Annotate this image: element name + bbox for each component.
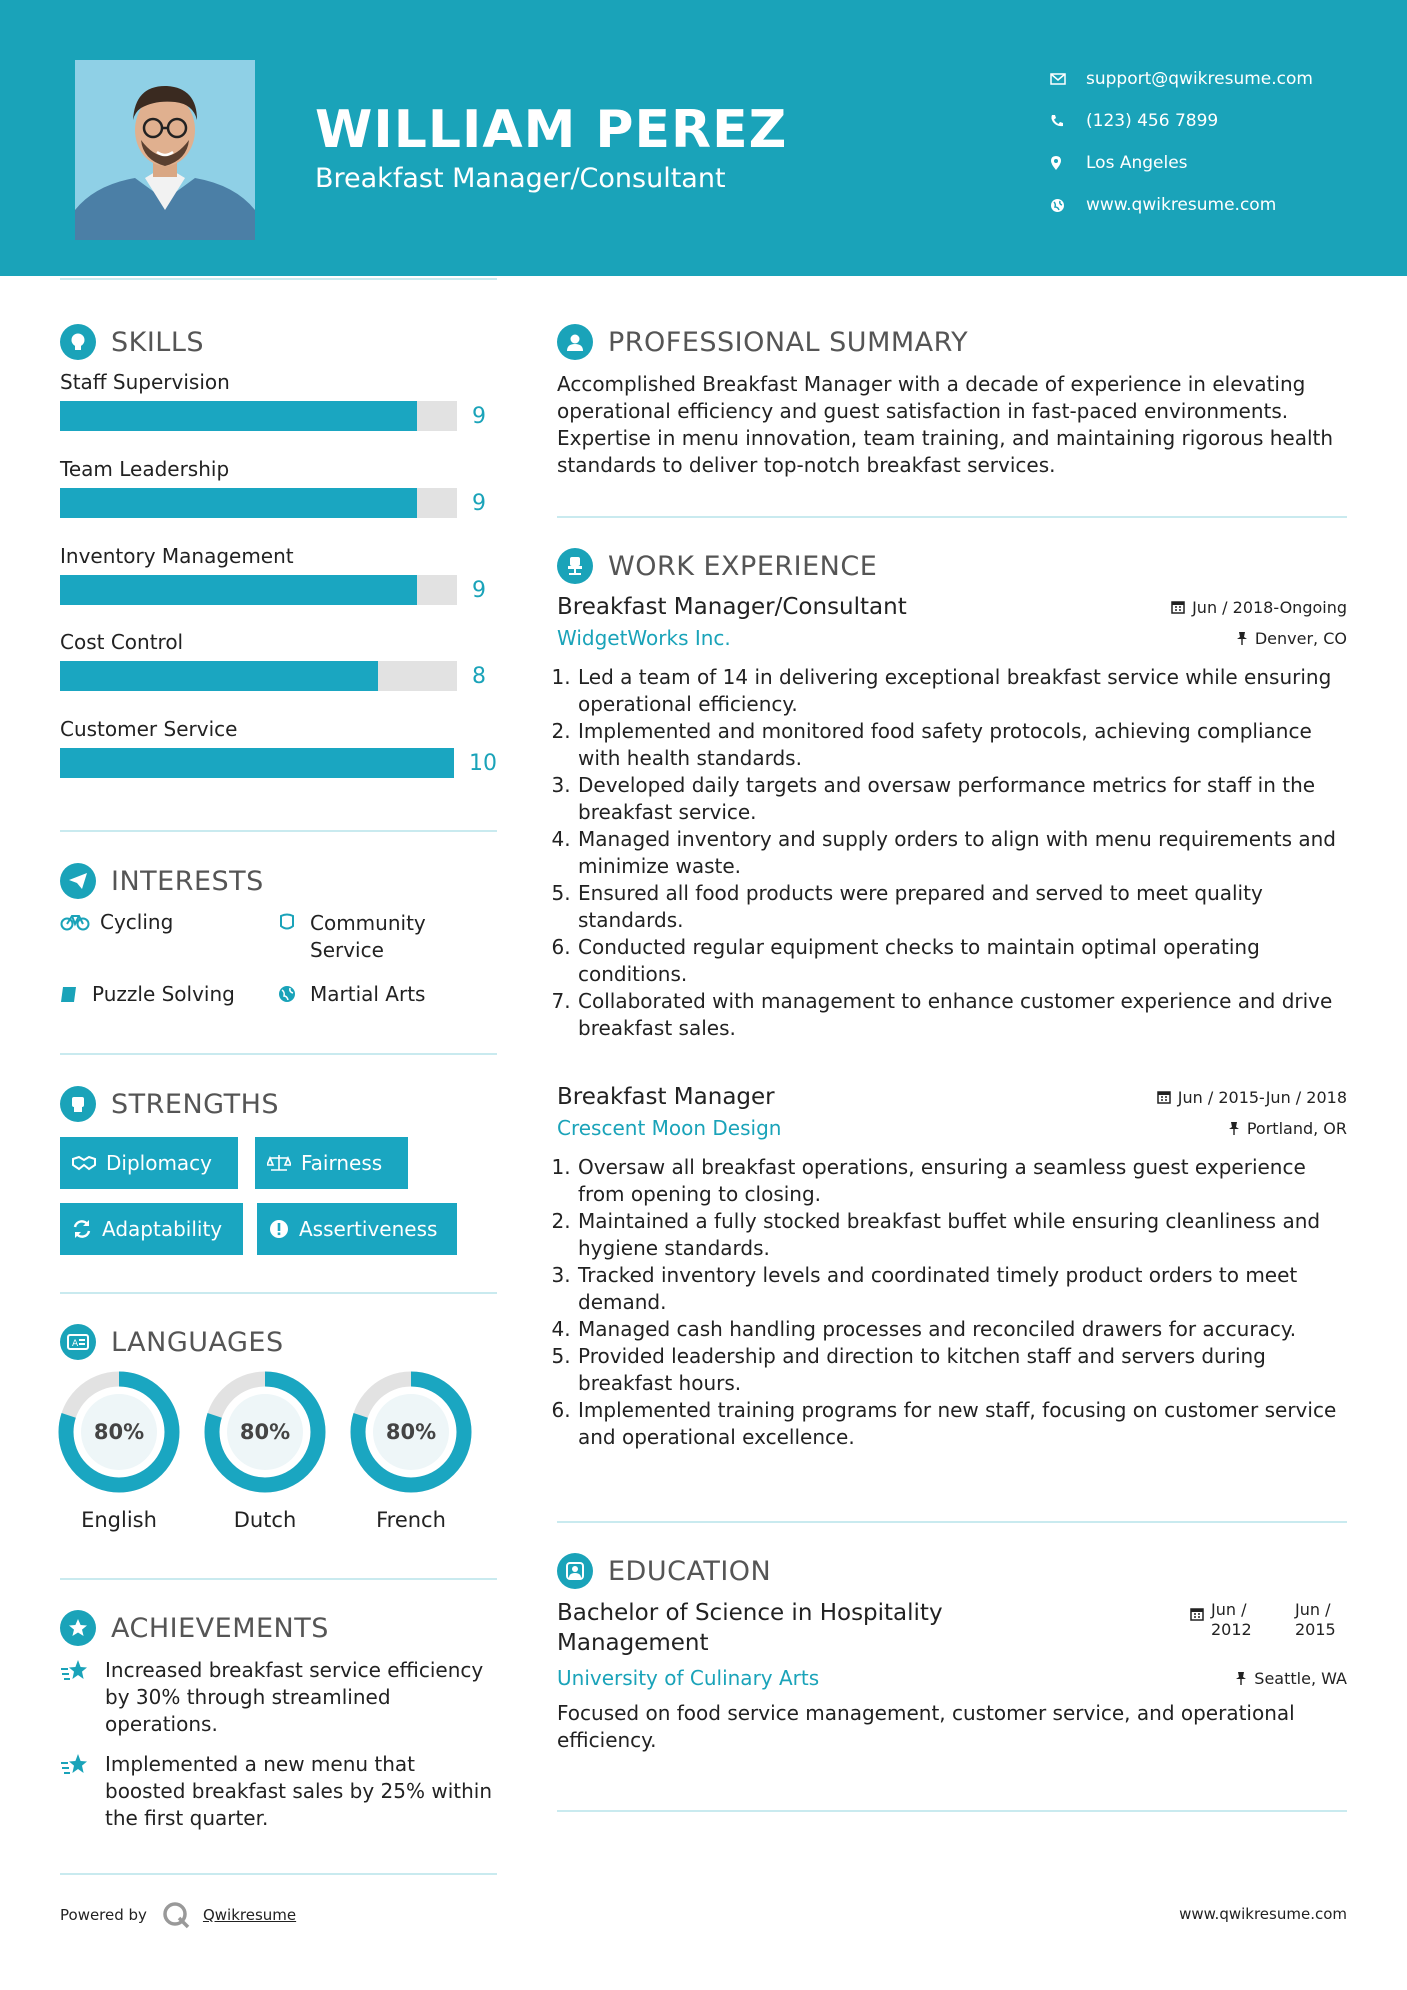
pushpin-icon xyxy=(1228,1121,1240,1135)
profile-photo xyxy=(75,60,255,240)
section-divider xyxy=(60,830,497,832)
skill-bar-fill xyxy=(60,748,454,778)
languages-heading xyxy=(60,1322,284,1362)
duty-item: 2. Maintained a fully stocked breakfast buffet while ensuring cleanliness and hygiene standards. xyxy=(577,1208,1347,1262)
duty-item: 6. Conducted regular equipment checks to maintain optimal operating conditions. xyxy=(577,934,1347,988)
education-date-start: Jun / 2012 xyxy=(1211,1600,1252,1639)
language-item xyxy=(203,1370,327,1532)
job-location-text: Denver, CO xyxy=(1254,628,1347,648)
language-name: Dutch xyxy=(233,1508,297,1532)
language-name: English xyxy=(81,1508,157,1532)
lightbulb-icon xyxy=(60,324,96,360)
languages-title: LANGUAGES xyxy=(111,1326,284,1358)
pushpin-icon xyxy=(1235,1671,1247,1685)
skill-name: Inventory Management xyxy=(60,544,294,568)
office-chair-icon xyxy=(557,548,593,584)
duty-item: 1. Led a team of 14 in delivering exceptional breakfast service while ensuring operational efficiency. xyxy=(577,664,1347,718)
skill-bar xyxy=(60,661,457,691)
duty-item: 5. Provided leadership and direction to kitchen staff and servers during breakfast hours. xyxy=(577,1343,1347,1397)
qwikresume-logo-icon xyxy=(161,1900,191,1930)
duty-item: 4. Managed cash handling processes and reconciled drawers for accuracy. xyxy=(577,1316,1347,1343)
duty-item: 6. Implemented training programs for new staff, focusing on customer service and operational excellence. xyxy=(577,1397,1347,1451)
duty-item: 7. Collaborated with management to enhance customer experience and drive breakfast sales. xyxy=(577,988,1347,1042)
duty-item: 2. Implemented and monitored food safety protocols, achieving compliance with health standards. xyxy=(577,718,1347,772)
skill-value: 8 xyxy=(472,663,486,689)
summary-heading xyxy=(557,322,968,362)
section-divider xyxy=(60,1053,497,1055)
skill-value: 9 xyxy=(472,577,486,603)
footer-website[interactable]: www.qwikresume.com xyxy=(1179,1905,1347,1923)
strengths-heading xyxy=(60,1084,279,1124)
strength-tag xyxy=(60,1203,243,1255)
calendar-icon xyxy=(1157,1090,1171,1104)
education-location xyxy=(1235,1669,1347,1688)
job-location-text: Portland, OR xyxy=(1246,1118,1347,1138)
skill-bar-fill xyxy=(60,575,417,605)
skill-name: Cost Control xyxy=(60,630,184,654)
user-icon xyxy=(557,324,593,360)
achievements-heading xyxy=(60,1608,329,1648)
duty-item: 3. Developed daily targets and oversaw performance metrics for staff in the breakfast service. xyxy=(577,772,1347,826)
degree-name: Bachelor of Science in Hospitality Management xyxy=(557,1600,943,1656)
language-item xyxy=(57,1370,181,1532)
candidate-role: Breakfast Manager/Consultant xyxy=(315,163,726,194)
achievement-text: Implemented a new menu that boosted breakfast sales by 25% within the first quarter. xyxy=(105,1752,493,1830)
skill-value: 10 xyxy=(469,750,497,776)
summary-title: PROFESSIONAL SUMMARY xyxy=(608,326,969,358)
skill-bar xyxy=(60,575,457,605)
interest-item xyxy=(278,910,478,964)
skill-value: 9 xyxy=(472,403,486,429)
job-duties xyxy=(557,1154,1347,1451)
skill-item xyxy=(60,457,497,544)
fist-icon xyxy=(60,1086,96,1122)
section-divider xyxy=(60,1873,497,1875)
company-name: WidgetWorks Inc. xyxy=(557,626,731,650)
job-duties xyxy=(557,664,1347,1042)
language-percent: 80% xyxy=(93,1420,145,1444)
footer-brand xyxy=(60,1900,296,1930)
achievements-title: ACHIEVEMENTS xyxy=(111,1612,329,1644)
interest-label: Cycling xyxy=(100,910,174,934)
language-percent: 80% xyxy=(385,1420,437,1444)
interest-item xyxy=(60,982,235,1006)
skill-value: 9 xyxy=(472,490,486,516)
job-location xyxy=(1228,1119,1347,1138)
language-gauge xyxy=(203,1370,327,1494)
education-description: Focused on food service management, customer service, and operational efficiency. xyxy=(557,1701,1295,1752)
skill-bar xyxy=(60,488,457,518)
achievement-item xyxy=(60,1657,497,1738)
contact-website-text: www.qwikresume.com xyxy=(1086,195,1277,215)
interest-item xyxy=(60,910,173,934)
hand-icon xyxy=(278,910,300,933)
skill-item xyxy=(60,544,497,630)
section-divider xyxy=(60,1578,497,1580)
contact-list xyxy=(1050,58,1380,226)
powered-by-text: Powered by xyxy=(60,1906,147,1924)
contact-email[interactable] xyxy=(1050,58,1380,100)
job-dates xyxy=(1157,1088,1347,1107)
phone-icon xyxy=(1050,114,1086,128)
contact-email-text: support@qwikresume.com xyxy=(1086,69,1313,89)
education-title: EDUCATION xyxy=(608,1555,772,1587)
strength-tag xyxy=(257,1203,457,1255)
skill-name: Customer Service xyxy=(60,717,238,741)
balance-scale-icon xyxy=(267,1154,291,1172)
interest-label: Puzzle Solving xyxy=(92,982,235,1006)
strength-tag xyxy=(60,1137,238,1189)
education-date-end: Jun / 2015 xyxy=(1295,1600,1336,1639)
calendar-icon xyxy=(1190,1607,1204,1621)
globe-icon xyxy=(278,982,300,1003)
paper-plane-icon xyxy=(60,863,96,899)
summary-text: Accomplished Breakfast Manager with a decade of experience in elevating operational efficiency and guest satisfaction in fast-paced environments. Expertise in menu innovation, team training, and maintaining rigorous health standards to deliver top-notch breakfast services. xyxy=(557,372,1334,477)
achievement-item xyxy=(60,1751,497,1832)
contact-phone-text: (123) 456 7899 xyxy=(1086,111,1219,131)
duty-item: 5. Ensured all food products were prepared and served to meet quality standards. xyxy=(577,880,1347,934)
location-icon xyxy=(1050,155,1086,171)
refresh-icon xyxy=(72,1219,92,1239)
language-gauge xyxy=(349,1370,473,1494)
achievement-text: Increased breakfast service efficiency by 30% through streamlined operations. xyxy=(105,1658,484,1736)
duty-item: 1. Oversaw all breakfast operations, ensuring a seamless guest experience from opening to closing. xyxy=(577,1154,1347,1208)
skill-bar xyxy=(60,401,457,431)
candidate-name: WILLIAM PEREZ xyxy=(315,100,788,160)
star-badge-icon xyxy=(60,1610,96,1646)
job-entry xyxy=(557,1084,1347,1451)
graduate-icon xyxy=(557,1553,593,1589)
interest-label: Martial Arts xyxy=(310,982,426,1006)
globe-icon xyxy=(1050,198,1086,213)
handshake-icon xyxy=(72,1155,96,1171)
section-divider xyxy=(60,1292,497,1294)
language-item xyxy=(349,1370,473,1532)
header-divider-left xyxy=(60,278,497,280)
language-icon xyxy=(60,1324,96,1360)
strength-label: Adaptability xyxy=(102,1217,223,1241)
skill-name: Team Leadership xyxy=(60,457,230,481)
exclamation-icon xyxy=(269,1219,289,1239)
bicycle-icon xyxy=(60,910,90,931)
star-icon xyxy=(60,1657,105,1738)
school-name: University of Culinary Arts xyxy=(557,1666,820,1690)
job-dates-text: Jun / 2015-Jun / 2018 xyxy=(1177,1087,1347,1107)
contact-location xyxy=(1050,142,1380,184)
education-dates xyxy=(1190,1600,1347,1640)
experience-heading xyxy=(557,546,877,586)
section-divider xyxy=(557,1521,1347,1523)
skills-title: SKILLS xyxy=(111,326,205,358)
pushpin-icon xyxy=(1236,631,1248,645)
language-gauge xyxy=(57,1370,181,1494)
experience-title: WORK EXPERIENCE xyxy=(608,550,878,582)
job-location xyxy=(1236,629,1347,648)
education-entry xyxy=(557,1598,1347,1754)
skill-item xyxy=(60,370,497,457)
contact-location-text: Los Angeles xyxy=(1086,153,1188,173)
section-divider xyxy=(557,516,1347,518)
contact-website[interactable] xyxy=(1050,184,1380,226)
language-name: French xyxy=(376,1508,446,1532)
interest-label: Community Service xyxy=(310,911,426,962)
skill-item xyxy=(60,717,497,804)
job-dates-text: Jun / 2018-Ongoing xyxy=(1192,597,1347,617)
section-divider xyxy=(557,1810,1347,1812)
education-heading xyxy=(557,1551,771,1591)
interests-title: INTERESTS xyxy=(111,865,264,897)
strength-label: Assertiveness xyxy=(299,1217,438,1241)
qwikresume-link[interactable]: Qwikresume xyxy=(202,1906,297,1924)
skill-item xyxy=(60,630,497,717)
email-icon xyxy=(1050,73,1086,85)
duty-item: 3. Tracked inventory levels and coordinated timely product orders to meet demand. xyxy=(577,1262,1347,1316)
strength-label: Diplomacy xyxy=(106,1151,213,1175)
company-name: Crescent Moon Design xyxy=(557,1116,782,1140)
skill-name: Staff Supervision xyxy=(60,370,230,394)
skill-bar-fill xyxy=(60,488,417,518)
skills-heading xyxy=(60,322,204,362)
strength-label: Fairness xyxy=(301,1151,383,1175)
interests-heading xyxy=(60,861,264,901)
skill-bar xyxy=(60,748,454,778)
education-location-text: Seattle, WA xyxy=(1254,1668,1347,1688)
interest-item xyxy=(278,982,425,1006)
skill-bar-fill xyxy=(60,401,417,431)
svg-text:A: A xyxy=(72,1339,79,1349)
resume-header xyxy=(0,0,1407,276)
duty-item: 4. Managed inventory and supply orders to align with menu requirements and minimize waste. xyxy=(577,826,1347,880)
job-title: Breakfast Manager/Consultant xyxy=(557,594,907,620)
skills-list xyxy=(60,370,497,804)
strength-tag xyxy=(255,1137,408,1189)
job-title: Breakfast Manager xyxy=(557,1084,775,1110)
calendar-icon xyxy=(1171,600,1185,614)
book-icon xyxy=(60,982,82,1005)
language-percent: 80% xyxy=(239,1420,291,1444)
contact-phone[interactable] xyxy=(1050,100,1380,142)
job-dates xyxy=(1171,598,1347,617)
skill-bar-fill xyxy=(60,661,378,691)
star-icon xyxy=(60,1751,105,1832)
strengths-title: STRENGTHS xyxy=(111,1088,280,1120)
job-entry xyxy=(557,594,1347,1042)
